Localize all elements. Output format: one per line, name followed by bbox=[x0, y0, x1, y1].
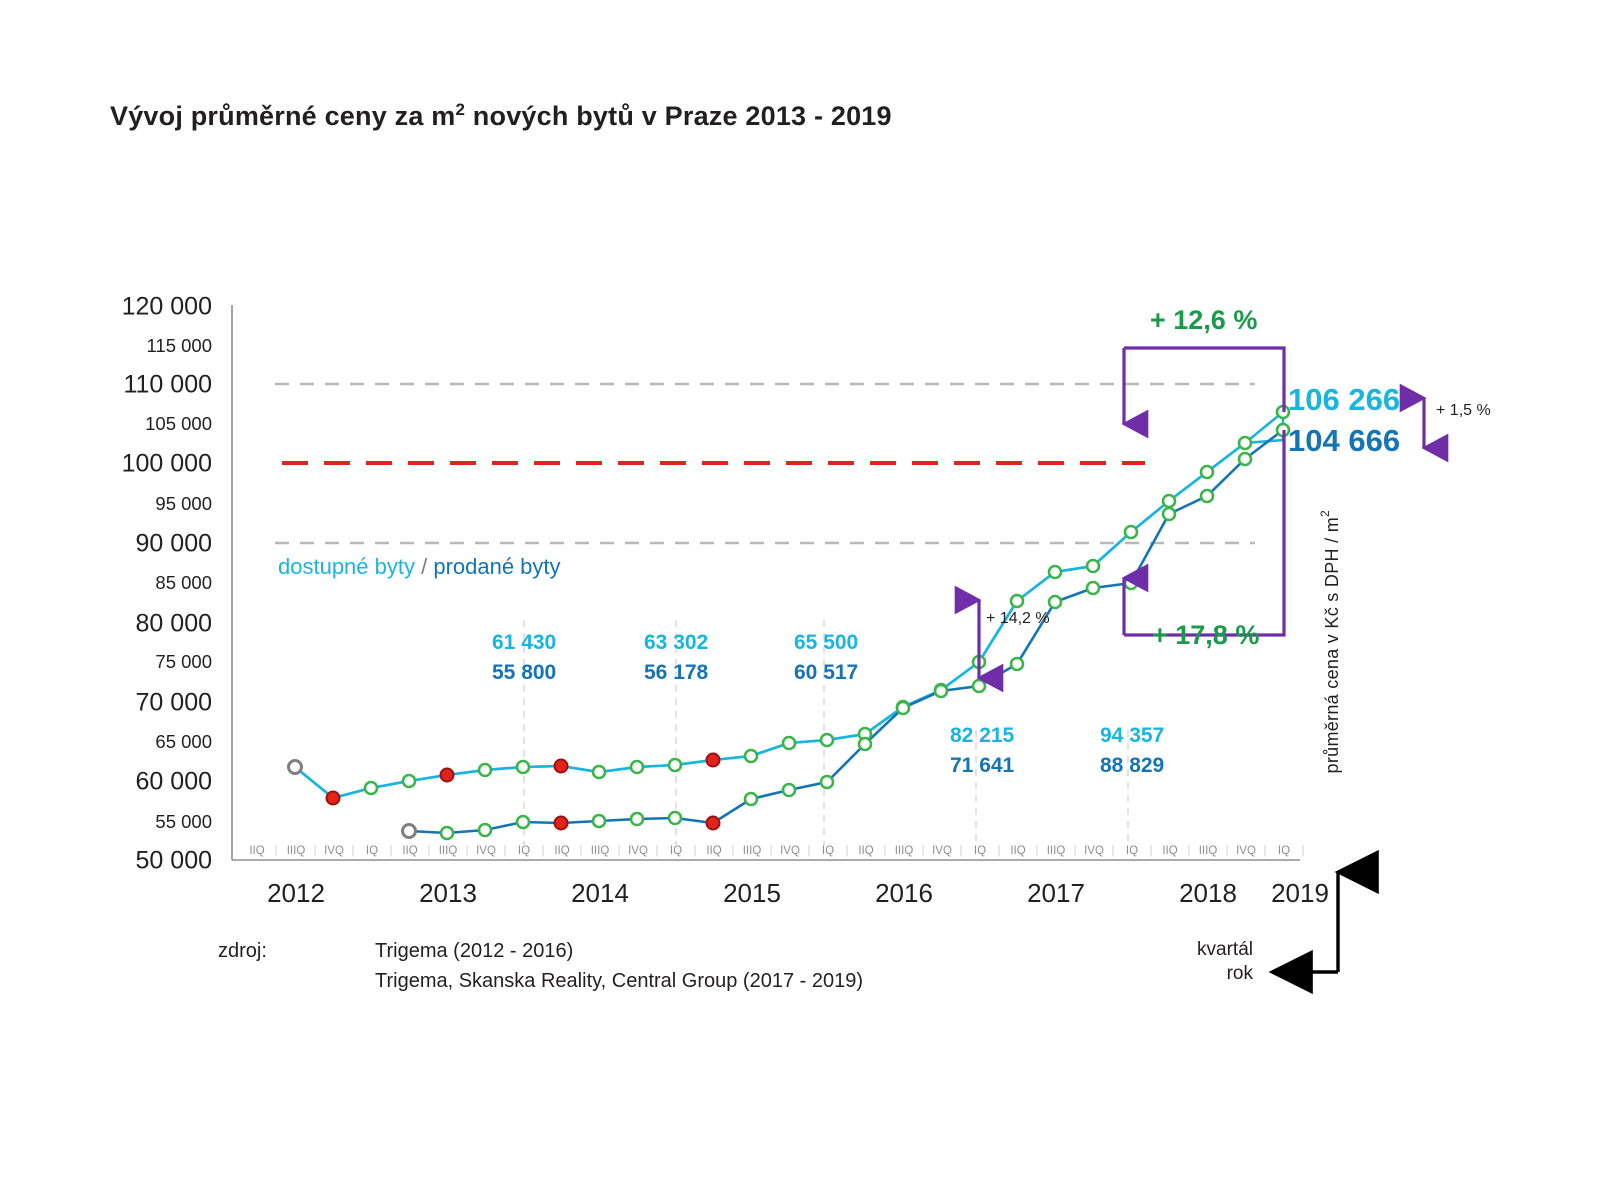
year-label: 2015 bbox=[723, 878, 781, 908]
quarter-tick: IIIQ bbox=[590, 845, 610, 857]
quarter-tick: IVQ bbox=[780, 845, 800, 857]
y-tick: 115 000 bbox=[146, 335, 212, 356]
quarter-separator: | bbox=[579, 845, 583, 857]
x-axis-caption bbox=[1178, 938, 1253, 986]
title-post: nových bytů v Praze 2013 - 2019 bbox=[465, 101, 892, 131]
quarter-tick: IQ bbox=[821, 845, 835, 857]
y-tick: 65 000 bbox=[155, 731, 212, 752]
annotation-2015-sold: 60 517 bbox=[794, 661, 859, 684]
annotation-2019-available: 106 266 bbox=[1288, 382, 1401, 417]
annotation-2014-available: 63 302 bbox=[644, 631, 709, 654]
quarter-tick: IVQ bbox=[1236, 845, 1256, 857]
legend-item-sold: prodané byty bbox=[433, 554, 561, 579]
quarter-tick: IIIQ bbox=[438, 845, 458, 857]
quarter-separator: | bbox=[845, 845, 849, 857]
y-tick: 105 000 bbox=[145, 413, 212, 434]
annotation-2018-sold: 88 829 bbox=[1100, 754, 1165, 777]
quarter-separator: | bbox=[1111, 845, 1115, 857]
quarter-separator: | bbox=[427, 845, 431, 857]
quarter-tick: IQ bbox=[1277, 845, 1291, 857]
quarter-tick: IQ bbox=[517, 845, 531, 857]
quarter-separator: | bbox=[1263, 845, 1267, 857]
year-label: 2018 bbox=[1179, 878, 1237, 908]
y-tick: 80 000 bbox=[135, 609, 212, 638]
source-line-2: Trigema, Skanska Reality, Central Group (2017 - 2019) bbox=[375, 970, 863, 992]
quarter-separator: | bbox=[503, 845, 507, 857]
annotation-2017-sold: 71 641 bbox=[950, 754, 1015, 777]
annotation-growth-sold: + 17,8 % bbox=[1152, 620, 1260, 650]
annotation-2019-sold: 104 666 bbox=[1288, 423, 1401, 458]
annotation-gap-2017: + 14,2 % bbox=[986, 610, 1050, 627]
year-label: 2013 bbox=[419, 878, 477, 908]
y-tick: 95 000 bbox=[155, 493, 212, 514]
year-label: 2012 bbox=[267, 878, 325, 908]
quarter-tick: IQ bbox=[1125, 845, 1139, 857]
source-label: zdroj: bbox=[218, 940, 267, 962]
y-axis-caption bbox=[1318, 510, 1343, 773]
quarter-separator: | bbox=[959, 845, 963, 857]
quarter-tick: IQ bbox=[973, 845, 987, 857]
quarter-separator: | bbox=[655, 845, 659, 857]
quarter-separator: | bbox=[731, 845, 735, 857]
quarter-separator: | bbox=[351, 845, 355, 857]
quarter-tick: IQ bbox=[669, 845, 683, 857]
quarter-tick: IIIQ bbox=[1198, 845, 1218, 857]
quarter-tick: IIQ bbox=[1010, 845, 1026, 857]
quarter-tick: IIIQ bbox=[742, 845, 762, 857]
y-tick: 100 000 bbox=[121, 449, 212, 478]
title-pre: Vývoj průměrné ceny za m bbox=[110, 101, 456, 131]
quarter-separator: | bbox=[921, 845, 925, 857]
quarter-tick: IVQ bbox=[476, 845, 496, 857]
annotation-2014-sold: 56 178 bbox=[644, 661, 709, 684]
quarter-separator: | bbox=[313, 845, 317, 857]
y-tick: 75 000 bbox=[155, 651, 212, 672]
quarter-separator: | bbox=[807, 845, 811, 857]
quarter-tick: IQ bbox=[365, 845, 379, 857]
y-tick: 90 000 bbox=[135, 529, 212, 558]
quarter-tick: IIQ bbox=[1162, 845, 1178, 857]
annotation-gap-2019: + 1,5 % bbox=[1436, 402, 1491, 419]
annotation-growth-available: + 12,6 % bbox=[1150, 305, 1258, 335]
year-label: 2019 bbox=[1271, 878, 1329, 908]
quarter-separator: | bbox=[1301, 845, 1305, 857]
y-tick: 110 000 bbox=[123, 370, 212, 399]
quarter-separator: | bbox=[274, 845, 278, 857]
quarter-separator: | bbox=[693, 845, 697, 857]
quarter-separator: | bbox=[541, 845, 545, 857]
x-axis-caption-quarter: kvartál bbox=[1197, 939, 1253, 960]
quarter-separator: | bbox=[389, 845, 393, 857]
quarter-tick: IIIQ bbox=[894, 845, 914, 857]
chart-legend bbox=[278, 554, 561, 580]
title-superscript: 2 bbox=[455, 100, 466, 119]
quarter-tick: IIQ bbox=[706, 845, 722, 857]
quarter-tick: IVQ bbox=[628, 845, 648, 857]
annotation-2013-available: 61 430 bbox=[492, 631, 557, 654]
x-axis-caption-year: rok bbox=[1226, 963, 1253, 984]
year-label: 2016 bbox=[875, 878, 933, 908]
quarter-tick: IIQ bbox=[858, 845, 874, 857]
y-axis-tick-labels bbox=[92, 0, 212, 1200]
year-label: 2017 bbox=[1027, 878, 1085, 908]
annotation-2013-sold: 55 800 bbox=[492, 661, 557, 684]
y-tick: 55 000 bbox=[155, 811, 212, 832]
quarter-separator: | bbox=[769, 845, 773, 857]
quarter-separator: | bbox=[1187, 845, 1191, 857]
y-axis-caption-text: průměrná cena v Kč s DPH / m bbox=[1322, 516, 1342, 774]
quarter-separator: | bbox=[1225, 845, 1229, 857]
legend-separator: / bbox=[414, 554, 434, 579]
quarter-tick: IIIQ bbox=[1046, 845, 1066, 857]
year-label: 2014 bbox=[571, 878, 629, 908]
quarter-tick: IVQ bbox=[932, 845, 952, 857]
legend-item-available: dostupné byty bbox=[278, 554, 415, 579]
quarter-separator: | bbox=[617, 845, 621, 857]
quarter-tick: IIQ bbox=[554, 845, 570, 857]
quarter-separator: | bbox=[1149, 845, 1153, 857]
quarter-separator: | bbox=[883, 845, 887, 857]
y-axis-caption-superscript: 2 bbox=[1318, 510, 1332, 517]
quarter-separator: | bbox=[1035, 845, 1039, 857]
annotation-2015-available: 65 500 bbox=[794, 631, 859, 654]
quarter-tick: IIIQ bbox=[286, 845, 306, 857]
y-tick: 70 000 bbox=[135, 688, 212, 717]
y-tick: 85 000 bbox=[155, 572, 212, 593]
quarter-tick: IIQ bbox=[402, 845, 418, 857]
annotation-2017-available: 82 215 bbox=[950, 724, 1015, 747]
quarter-separator: | bbox=[997, 845, 1001, 857]
quarter-tick: IVQ bbox=[1084, 845, 1104, 857]
quarter-tick: IVQ bbox=[324, 845, 344, 857]
annotation-2018-available: 94 357 bbox=[1100, 724, 1165, 747]
y-tick: 50 000 bbox=[135, 846, 212, 875]
source-line-1: Trigema (2012 - 2016) bbox=[375, 940, 574, 962]
quarter-separator: | bbox=[1073, 845, 1077, 857]
quarter-separator: | bbox=[465, 845, 469, 857]
y-tick: 60 000 bbox=[135, 767, 212, 796]
y-tick: 120 000 bbox=[121, 292, 212, 321]
quarter-tick: IIQ bbox=[249, 845, 265, 857]
